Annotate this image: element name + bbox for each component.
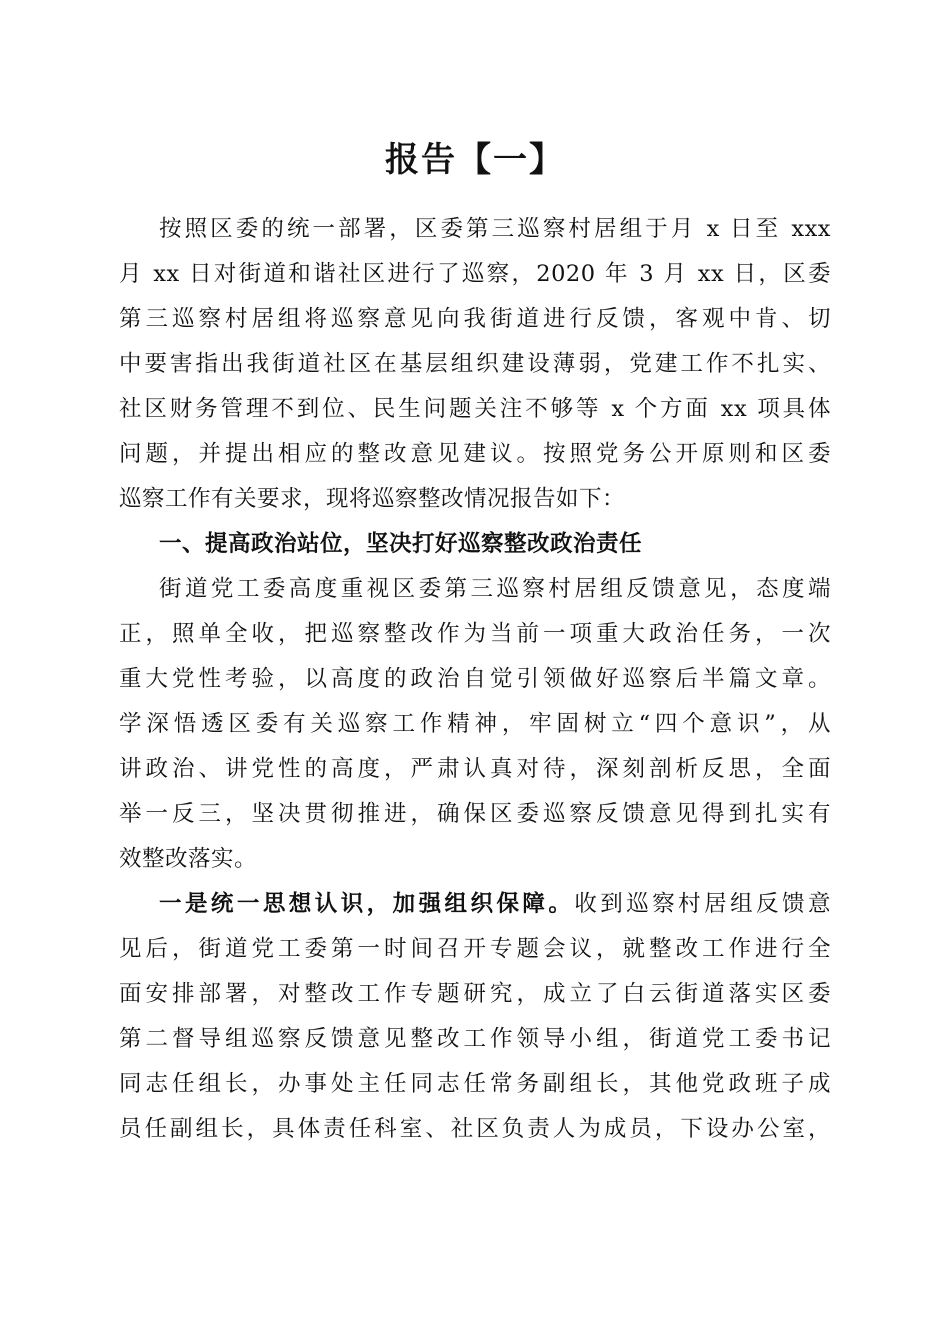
text-line: 街道党工委高度重视区委第三巡察村居组反馈意见，态度端 — [159, 576, 831, 602]
paragraph-organization — [119, 882, 831, 1152]
text-line: 社区财务管理不到位、民生问题关注不够等 x 个方面 xx 项具体 — [119, 396, 831, 422]
text-line: 员任副组长，具体责任科室、社区负责人为成员，下设办公室， — [119, 1116, 831, 1142]
document-body — [119, 207, 831, 1152]
paragraph-intro — [119, 207, 831, 522]
text-line: 重大党性考验，以高度的政治自觉引领做好巡察后半篇文章。 — [119, 666, 831, 692]
document-title: 报告【一】 — [385, 140, 565, 180]
text-line: 月 xx 日对街道和谐社区进行了巡察，2020 年 3 月 xx 日，区委 — [119, 261, 831, 287]
text-line: 见后，街道党工委第一时间召开专题会议，就整改工作进行全 — [119, 936, 831, 962]
text-line — [119, 882, 831, 927]
text-line: 第三巡察村居组将巡察意见向我街道进行反馈，客观中肯、切 — [119, 306, 831, 332]
section-heading: 一、提高政治站位，坚决打好巡察整改政治责任 — [159, 531, 643, 557]
text-line: 效整改落实。 — [119, 846, 258, 872]
paragraph-political-position — [119, 567, 831, 882]
paragraph-text: 收到巡察村居组反馈意 — [574, 891, 831, 917]
text-line: 学深悟透区委有关巡察工作精神，牢固树立“四个意识”，从 — [119, 711, 831, 737]
text-line: 正，照单全收，把巡察整改作为当前一项重大政治任务，一次 — [119, 621, 831, 647]
text-line: 同志任组长，办事处主任同志任常务副组长，其他党政班子成 — [119, 1071, 831, 1097]
paragraph-lead: 一是统一思想认识，加强组织保障。 — [159, 891, 575, 917]
text-line: 中要害指出我街道社区在基层组织建设薄弱，党建工作不扎实、 — [119, 351, 831, 377]
text-line: 第二督导组巡察反馈意见整改工作领导小组，街道党工委书记 — [119, 1026, 831, 1052]
text-line: 讲政治、讲党性的高度，严肃认真对待，深刻剖析反思，全面 — [119, 756, 831, 782]
text-line: 面安排部署，对整改工作专题研究，成立了白云街道落实区委 — [119, 981, 831, 1007]
text-line: 举一反三，坚决贯彻推进，确保区委巡察反馈意见得到扎实有 — [119, 801, 831, 827]
text-line: 按照区委的统一部署，区委第三巡察村居组于月 x 日至 xxx — [159, 216, 831, 242]
text-line: 巡察工作有关要求，现将巡察整改情况报告如下： — [119, 486, 626, 512]
text-line: 问题，并提出相应的整改意见建议。按照党务公开原则和区委 — [119, 441, 831, 467]
